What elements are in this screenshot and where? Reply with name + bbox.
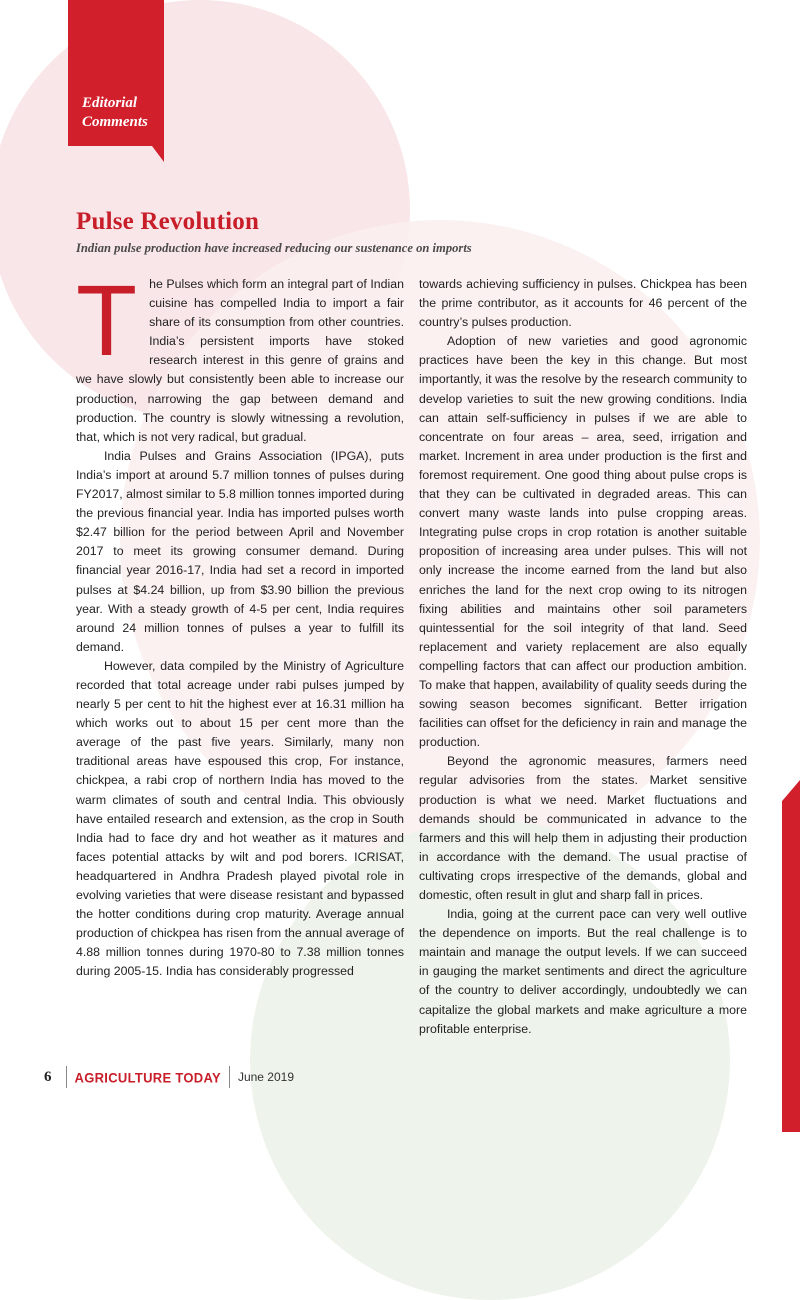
page-footer	[44, 1066, 294, 1088]
paragraph: The Pulses which form an integral part of Indian cuisine has compelled India to import a fair share of its consumption from other countries. India’s persistent imports have stoked research interest in this genre of grains and we have slowly but consistently been able to increase our production, narrowing the gap between demand and production. The country is slowly witnessing a revolution, that, which is not very radical, but gradual.	[76, 265, 404, 444]
paragraph: India, going at the current pace can very well outlive the dependence on imports. But the real challenge is to maintain and manage the output levels. If we can succeed in gauging the market sentiments and direct the agriculture of the country to deliver accordingly, undoubtedly we can capitalize the global markets and make agriculture a more profitable enterprise.	[419, 907, 747, 1036]
footer-divider	[66, 1066, 67, 1088]
article-column-right	[419, 275, 747, 1039]
section-label-line1: Editorial	[82, 95, 138, 111]
article-title: Pulse Revolution	[76, 208, 260, 235]
footer-divider	[229, 1066, 230, 1088]
side-accent-tab	[782, 780, 800, 1132]
section-label	[82, 94, 148, 132]
paragraph: However, data compiled by the Ministry of Agriculture recorded that total acreage under rabi pulses jumped by nearly 5 per cent to hit the highest ever at 16.31 million ha which works out to about 15 per cent more than the average of the past five years. Similarly, many non traditional areas have espoused this crop, For instance, chickpea, a rabi crop of northern India has moved to the warm climates of south and central India. This obviously have entailed research and extension, as the crop in South India had to face dry and hot weather as it matures and faces potential attacks by wilt and pod borers. ICRISAT, headquartered in Andhra Pradesh played pivotal role in evolving varieties that were disease resistant and bypassed the hotter conditions during crop maturity. Average annual production of chickpea has risen from the annual average of 4.88 million tonnes during 1970-80 to 7.38 million tonnes during 2005-15. India has considerably progressed	[76, 658, 404, 979]
issue-date: June 2019	[237, 1070, 294, 1084]
section-label-box	[68, 0, 164, 146]
magazine-brand: AGRICULTURE TODAY	[74, 1068, 221, 1086]
article-column-left	[76, 265, 404, 981]
drop-cap: T	[76, 265, 138, 377]
paragraph: Beyond the agronomic measures, farmers need regular advisories from the states. Market sensitive production is what we need. Market fluctuations and demands should be communicated in advance to the farmers and this will help them in adjusting their production in accordance with the demand. The usual practise of cultivating crops irrespective of the demands, global and domestic, often result in glut and sharp fall in prices.	[419, 754, 747, 902]
section-label-line2: Comments	[82, 114, 148, 130]
paragraph: India Pulses and Grains Association (IPGA), puts India’s import at around 5.7 million tonnes of pulses during FY2017, almost similar to 5.8 million tonnes imported during the previous financial year. India has imported pulses worth $2.47 billion for the period between April and November 2017 to meet its growing consumer demand. During financial year 2016-17, India had set a record in imported pulses at $4.24 billion, up from $3.90 billion the previous year. With a steady growth of 4-5 per cent, India requires around 24 million tonnes of pulses a year to fulfill its demand.	[76, 448, 404, 654]
article-subtitle: Indian pulse production have increased reducing our sustenance on imports	[76, 241, 472, 255]
paragraph: towards achieving sufficiency in pulses. Chickpea has been the prime contributor, as it accounts for 46 percent of the country’s pulses production.	[419, 277, 747, 330]
paragraph: Adoption of new varieties and good agronomic practices have been the key in this change. But most importantly, it was the resolve by the research community to develop varieties to suit the new growing conditions. India can attain self-sufficiency in pulses if we are able to concentrate on four areas – area, seed, irrigation and market. Increment in area under production is the first and foremost requirement. One good thing about pulse crops is that they can be cultivated in degraded areas. This can convert many waste lands into pulse cropping areas. Integrating pulse crops in crop rotation is another suitable proposition of increasing area under pulses. This will not only increase the income earned from the land but also enriches the land for the next crop owing to its nitrogen fixing abilities and maintains other soil parameters quintessential for the soil integrity of that land. Seed replacement and variety replacement are also equally compelling factors that can affect our production ambition. To make that happen, availability of quality seeds during the sowing season becomes significant. Better irrigation facilities can offset for the deficiency in rain and manage the production.	[419, 334, 747, 750]
page-number: 6	[44, 1068, 52, 1085]
